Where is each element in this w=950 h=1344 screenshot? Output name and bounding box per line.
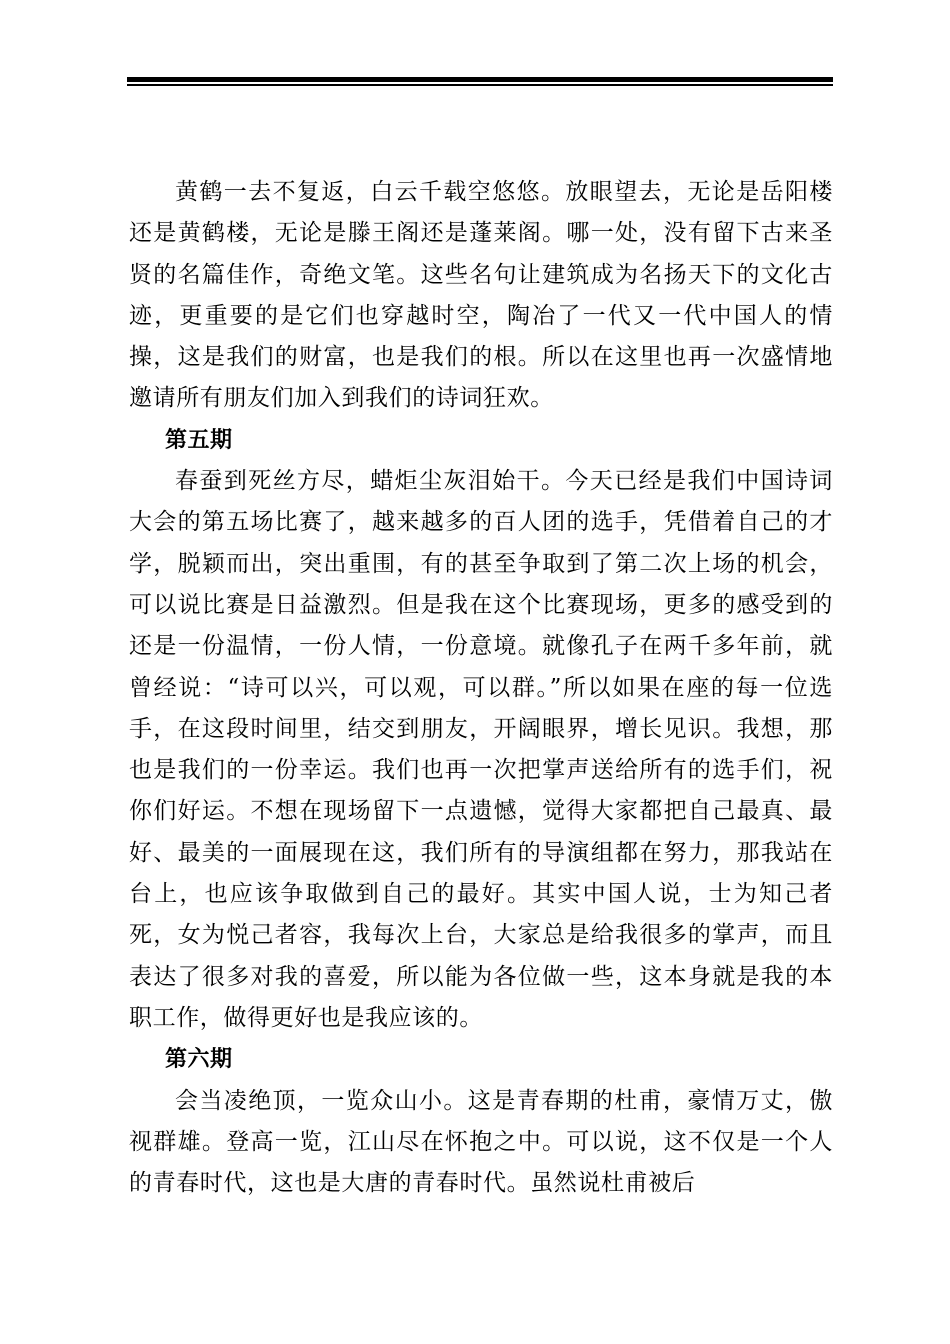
section-heading-6: 第六期	[165, 1047, 233, 1073]
document-body	[129, 172, 833, 1204]
section-paragraph-6: 会当凌绝顶，一览众山小。这是青春期的杜甫，豪情万丈，傲视群雄。登高一览，江山尽在怀抱之中。可以说，这不仅是一个人的青春时代，这也是大唐的青春时代。虽然说杜甫被后	[129, 1087, 833, 1197]
intro-paragraph: 黄鹤一去不复返，白云千载空悠悠。放眼望去，无论是岳阳楼还是黄鹤楼，无论是滕王阁还是蓬莱阁。哪一处，没有留下古来圣贤的名篇佳作，奇绝文笔。这些名句让建筑成为名扬天下的文化古迹，更重要的是它们也穿越时空，陶冶了一代又一代中国人的情操，这是我们的财富，也是我们的根。所以在这里也再一次盛情地邀请所有朋友们加入到我们的诗词狂欢。	[129, 179, 833, 412]
section-heading-5: 第五期	[165, 427, 233, 453]
header-rule-thick-line	[127, 77, 833, 82]
header-rule-thin-line	[127, 84, 833, 86]
header-double-rule	[127, 77, 833, 86]
section-paragraph-5: 春蚕到死丝方尽，蜡炬尘灰泪始干。今天已经是我们中国诗词大会的第五场比赛了，越来越多的百人团的选手，凭借着自己的才学，脱颖而出，突出重围，有的甚至争取到了第二次上场的机会，可以说比赛是日益激烈。但是我在这个比赛现场，更多的感受到的还是一份温情，一份人情，一份意境。就像孔子在两千多年前，就曾经说：“诗可以兴，可以观，可以群。”所以如果在座的每一位选手，在这段时间里，结交到朋友，开阔眼界，增长见识。我想，那也是我们的一份幸运。我们也再一次把掌声送给所有的选手们，祝你们好运。不想在现场留下一点遗憾，觉得大家都把自己最真、最好、最美的一面展现在这，我们所有的导演组都在努力，那我站在台上，也应该争取做到自己的最好。其实中国人说，士为知己者死，女为悦己者容，我每次上台，大家总是给我很多的掌声，而且表达了很多对我的喜爱，所以能为各位做一些，这本身就是我的本职工作，做得更好也是我应该的。	[129, 468, 833, 1031]
